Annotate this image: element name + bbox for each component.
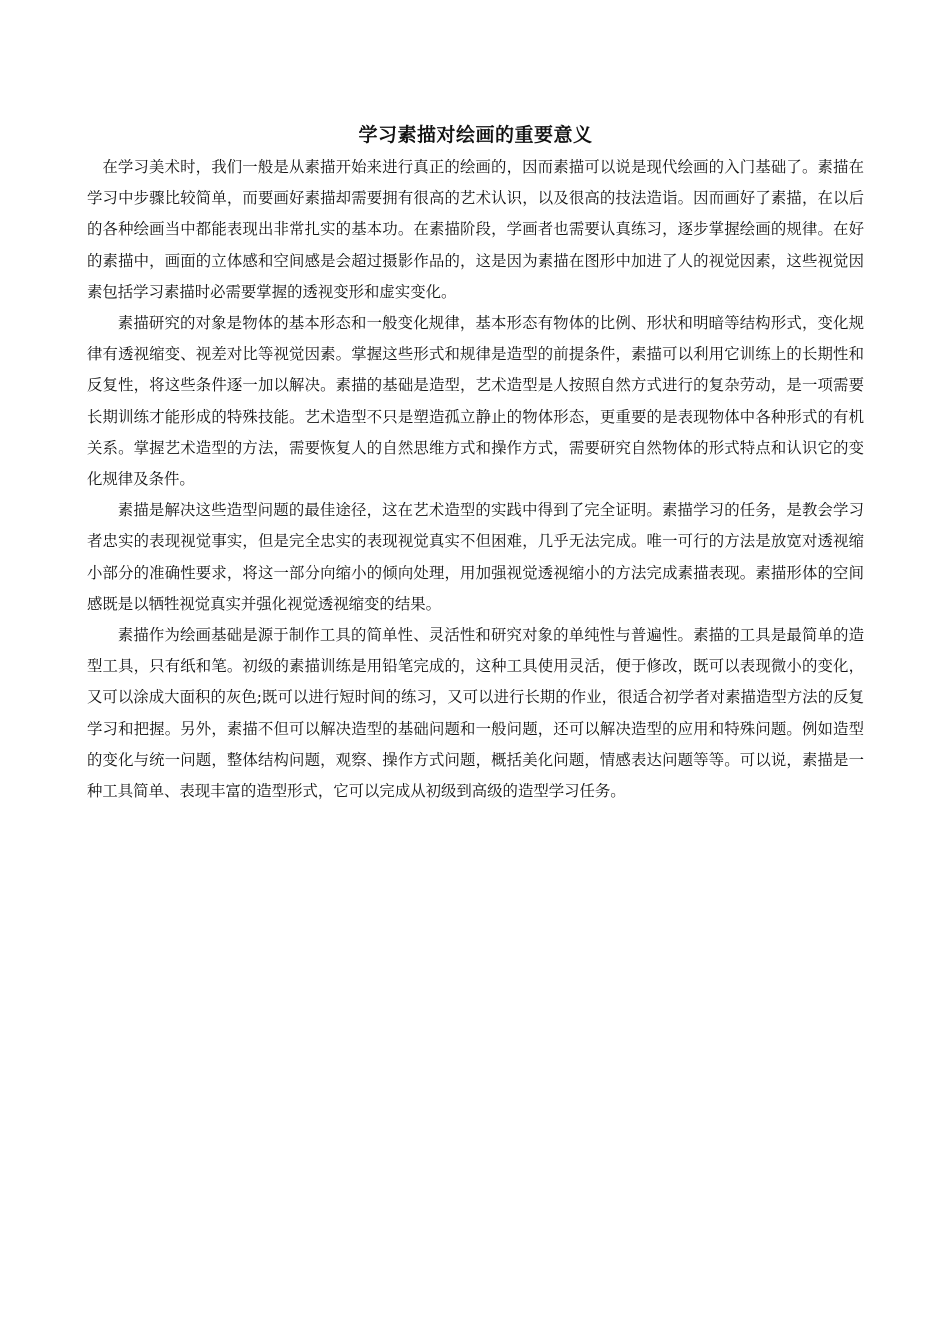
paragraph-1: 在学习美术时，我们一般是从素描开始来进行真正的绘画的，因而素描可以说是现代绘画的入门基础了。素描在学习中步骤比较简单，而要画好素描却需要拥有很高的艺术认识，以及很高的技法造诣。因而画好了素描，在以后的各种绘画当中都能表现出非常扎实的基本功。在素描阶段，学画者也需要认真练习，逐步掌握绘画的规律。在好的素描中，画面的立体感和空间感是会超过摄影作品的，这是因为素描在图形中加进了人的视觉因素，这些视觉因素包括学习素描时必需要掌握的透视变形和虚实变化。 (87, 158, 864, 301)
paragraph-2: 素描研究的对象是物体的基本形态和一般变化规律，基本形态有物体的比例、形状和明暗等结构形式，变化规律有透视缩变、视差对比等视觉因素。掌握这些形式和规律是造型的前提条件，素描可以利用它训练上的长期性和反复性，将这些条件逐一加以解决。素描的基础是造型，艺术造型是人按照自然方式进行的复杂劳动，是一项需要长期训练才能形成的特殊技能。艺术造型不只是塑造孤立静止的物体形态，更重要的是表现物体中各种形式的有机关系。掌握艺术造型的方法，需要恢复人的自然思维方式和操作方式，需要研究自然物体的形式特点和认识它的变化规律及条件。 (87, 314, 864, 489)
document-page (87, 118, 864, 807)
paragraph-4: 素描作为绘画基础是源于制作工具的简单性、灵活性和研究对象的单纯性与普遍性。素描的工具是最简单的造型工具，只有纸和笔。初级的素描训练是用铅笔完成的，这种工具使用灵活，便于修改，既可以表现微小的变化，又可以涂成大面积的灰色;既可以进行短时间的练习，又可以进行长期的作业，很适合初学者对素描造型方法的反复学习和把握。另外，素描不但可以解决造型的基础问题和一般问题，还可以解决造型的应用和特殊问题。例如造型的变化与统一问题，整体结构问题，观察、操作方式问题，概括美化问题，情感表达问题等等。可以说，素描是一种工具简单、表现丰富的造型形式，它可以完成从初级到高级的造型学习任务。 (87, 626, 864, 801)
paragraph-3: 素描是解决这些造型问题的最佳途径，这在艺术造型的实践中得到了完全证明。素描学习的任务，是教会学习者忠实的表现视觉事实，但是完全忠实的表现视觉真实不但困难，几乎无法完成。唯一可行的方法是放宽对透视缩小部分的准确性要求，将这一部分向缩小的倾向处理，用加强视觉透视缩小的方法完成素描表现。素描形体的空间感既是以牺牲视觉真实并强化视觉透视缩变的结果。 (87, 501, 864, 613)
document-title: 学习素描对绘画的重要意义 (358, 124, 593, 146)
